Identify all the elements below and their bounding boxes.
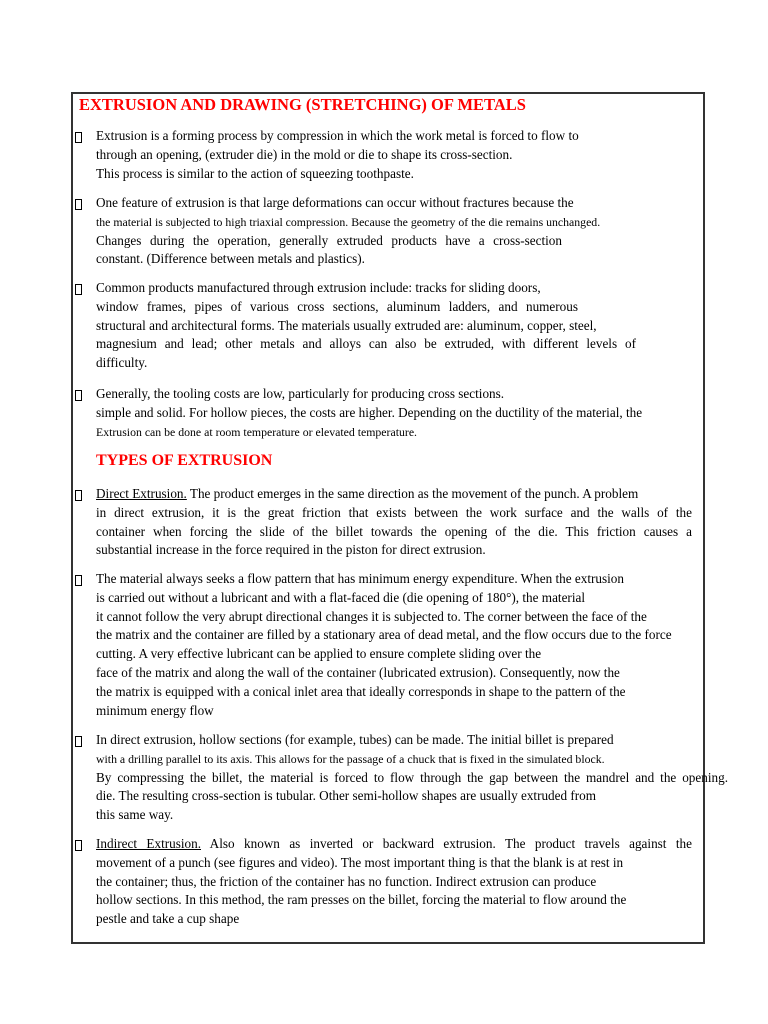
text-line: hollow sections. In this method, the ram presses on the billet, forcing the material to flow around the: [96, 892, 627, 908]
bullet-icon: [74, 574, 86, 588]
text-line: window frames, pipes of various cross sections, aluminum ladders, and numerous: [96, 298, 578, 314]
paragraph-large-deformations: [96, 194, 692, 269]
text-line: is carried out without a lubricant and with a flat-faced die (die opening of 180°), the material: [96, 589, 586, 605]
text-line: simple and solid. For hollow pieces, the costs are higher. Depending on the ductility of the material, the: [96, 404, 643, 420]
text-line: die. The resulting cross-section is tubular. Other semi-hollow shapes are usually extruded from: [96, 788, 597, 804]
term-indirect-extrusion: Indirect Extrusion.: [96, 836, 201, 851]
text-run: Also known as inverted or backward extrusion. The product travels against the: [201, 836, 692, 851]
text-line: By compressing the billet, the material is forced to flow through the gap between the mandrel and the opening.: [96, 769, 728, 785]
text-line: This process is similar to the action of squeezing toothpaste.: [96, 165, 414, 181]
text-line: structural and architectural forms. The materials usually extruded are: aluminum, copper, steel,: [96, 317, 597, 333]
bullet-icon: [74, 735, 86, 749]
text-line: movement of a punch (see figures and video). The most important thing is that the blank is at rest in: [96, 854, 624, 870]
text-line: Extrusion is a forming process by compression in which the work metal is forced to flow to: [96, 128, 579, 143]
text-line: through an opening, (extruder die) in the mold or die to shape its cross-section.: [96, 146, 513, 162]
paragraph-common-products: [96, 279, 692, 373]
text-line: Generally, the tooling costs are low, particularly for producing cross sections.: [96, 386, 505, 401]
section-heading-types: TYPES OF EXTRUSION: [96, 452, 273, 469]
paragraph-tooling-costs: [96, 385, 692, 441]
text-line: face of the matrix and along the wall of the container (lubricated extrusion). Consequently, now the: [96, 664, 620, 680]
bullet-icon: [74, 489, 86, 503]
text-line: the material is subjected to high triaxial compression. Because the geometry of the die remains unchanged.: [96, 214, 601, 229]
term-direct-extrusion: Direct Extrusion.: [96, 486, 187, 501]
text-line: with a drilling parallel to its axis. This allows for the passage of a chuck that is fixed in the simulated block.: [96, 751, 605, 766]
paragraph-extrusion-definition: [96, 127, 692, 183]
text-line: container when forcing the slide of the billet towards the opening of the die. This friction causes a: [96, 523, 692, 539]
text-line: [96, 835, 692, 854]
page-title: EXTRUSION AND DRAWING (STRETCHING) OF METALS: [79, 95, 526, 114]
text-line: substantial increase in the force required in the piston for direct extrusion.: [96, 542, 486, 558]
text-line: this same way.: [96, 807, 174, 823]
text-line: the matrix and the container are filled by a stationary area of dead metal, and the flow occurs due to the force: [96, 627, 672, 643]
text-line: the container; thus, the friction of the container has no function. Indirect extrusion can produce: [96, 873, 597, 889]
text-line: magnesium and lead; other metals and alloys can also be extruded, with different levels of: [96, 336, 636, 352]
text-line: it cannot follow the very abrupt directional changes it is subjected to. The corner between the face of the: [96, 608, 647, 624]
text-line: cutting. A very effective lubricant can be applied to ensure complete sliding over the: [96, 646, 542, 662]
bullet-icon: [74, 198, 86, 212]
text-line: pestle and take a cup shape: [96, 911, 240, 927]
paragraph-flow-pattern: [96, 570, 692, 720]
text-line: In direct extrusion, hollow sections (for example, tubes) can be made. The initial billet is prepared: [96, 732, 614, 747]
text-line: constant. (Difference between metals and plastics).: [96, 251, 365, 267]
text-line: The material always seeks a flow pattern that has minimum energy expenditure. When the extrusion: [96, 571, 624, 586]
bullet-icon: [74, 839, 86, 853]
text-line: difficulty.: [96, 355, 148, 371]
paragraph-direct-extrusion: [96, 485, 692, 560]
bullet-icon: [74, 283, 86, 297]
paragraph-hollow-sections: [96, 731, 728, 825]
bullet-icon: [74, 389, 86, 403]
text-line: One feature of extrusion is that large deformations can occur without fractures because the: [96, 195, 574, 210]
text-line: Changes during the operation, generally extruded products have a cross-section: [96, 232, 562, 248]
paragraph-indirect-extrusion: [96, 835, 692, 929]
text-line: in direct extrusion, it is the great friction that exists between the work surface and the walls of the: [96, 504, 692, 520]
bullet-icon: [74, 131, 86, 145]
text-line: [96, 485, 692, 504]
text-line: Extrusion can be done at room temperature or elevated temperature.: [96, 424, 417, 439]
text-run: The product emerges in the same direction as the movement of the punch. A problem: [186, 486, 639, 501]
text-line: Common products manufactured through extrusion include: tracks for sliding doors,: [96, 280, 541, 295]
text-line: the matrix is equipped with a conical inlet area that ideally corresponds in shape to the pattern of the: [96, 683, 626, 699]
text-line: minimum energy flow: [96, 702, 214, 718]
